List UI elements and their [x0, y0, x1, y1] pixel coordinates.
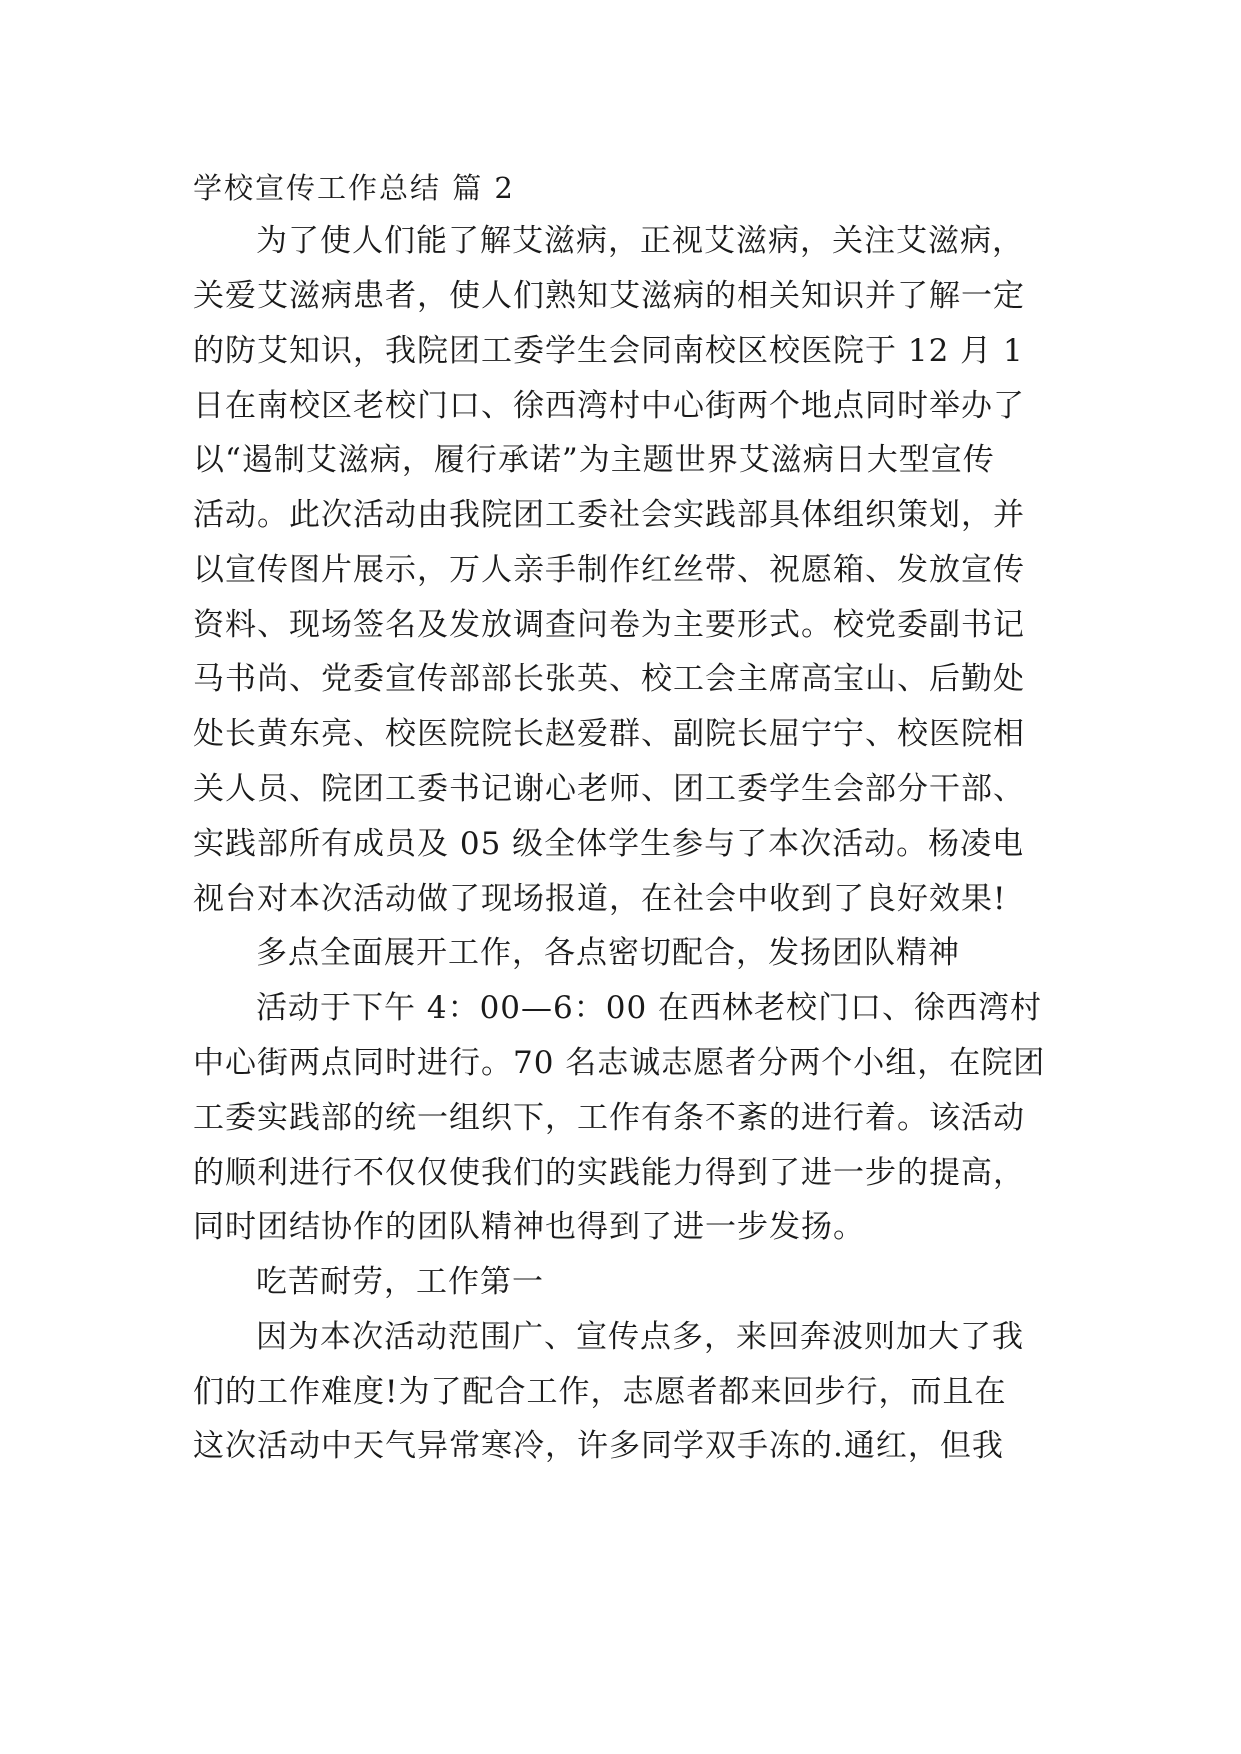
paragraph-line: 这次活动中天气异常寒冷，许多同学双手冻的.通红，但我 — [193, 1428, 1004, 1464]
paragraph-line: 中心街两点同时进行。70 名志诚志愿者分两个小组，在院团 — [193, 1045, 1046, 1081]
paragraph-line: 同时团结协作的团队精神也得到了进一步发扬。 — [193, 1209, 865, 1245]
paragraph-line: 马书尚、党委宣传部部长张英、校工会主席高宝山、后勤处 — [193, 661, 1025, 697]
paragraph-line: 实践部所有成员及 05 级全体学生参与了本次活动。杨凌电 — [193, 826, 1025, 862]
paragraph-line: 视台对本次活动做了现场报道，在社会中收到了良好效果! — [193, 881, 1007, 917]
paragraph-line: 处长黄东亮、校医院院长赵爱群、副院长屈宁宁、校医院相 — [193, 716, 1025, 752]
paragraph-line: 为了使人们能了解艾滋病，正视艾滋病，关注艾滋病， — [256, 223, 1024, 259]
document-title: 学校宣传工作总结 篇 2 — [193, 171, 515, 205]
paragraph-line: 日在南校区老校门口、徐西湾村中心街两个地点同时举办了 — [193, 388, 1025, 424]
paragraph-line: 的防艾知识，我院团工委学生会同南校区校医院于 12 月 1 — [193, 333, 1024, 369]
paragraph-line: 们的工作难度!为了配合工作，志愿者都来回步行，而且在 — [193, 1374, 1007, 1410]
paragraph-line: 因为本次活动范围广、宣传点多，来回奔波则加大了我 — [256, 1319, 1024, 1355]
paragraph-line: 活动于下午 4：00—6：00 在西林老校门口、徐西湾村 — [256, 990, 1043, 1026]
paragraph-line: 以宣传图片展示，万人亲手制作红丝带、祝愿箱、发放宣传 — [193, 552, 1025, 588]
paragraph-line: 以“遏制艾滋病，履行承诺”为主题世界艾滋病日大型宣传 — [193, 442, 995, 478]
paragraph-line: 工委实践部的统一组织下，工作有条不紊的进行着。该活动 — [193, 1100, 1025, 1136]
paragraph-line: 资料、现场签名及发放调查问卷为主要形式。校党委副书记 — [193, 607, 1025, 643]
paragraph-line: 关人员、院团工委书记谢心老师、团工委学生会部分干部、 — [193, 771, 1025, 807]
section-heading: 吃苦耐劳，工作第一 — [256, 1264, 544, 1300]
paragraph-line: 关爱艾滋病患者，使人们熟知艾滋病的相关知识并了解一定 — [193, 278, 1025, 314]
paragraph-line: 活动。此次活动由我院团工委社会实践部具体组织策划，并 — [193, 497, 1025, 533]
section-heading: 多点全面展开工作，各点密切配合，发扬团队精神 — [256, 935, 960, 971]
paragraph-line: 的顺利进行不仅仅使我们的实践能力得到了进一步的提高， — [193, 1155, 1025, 1191]
